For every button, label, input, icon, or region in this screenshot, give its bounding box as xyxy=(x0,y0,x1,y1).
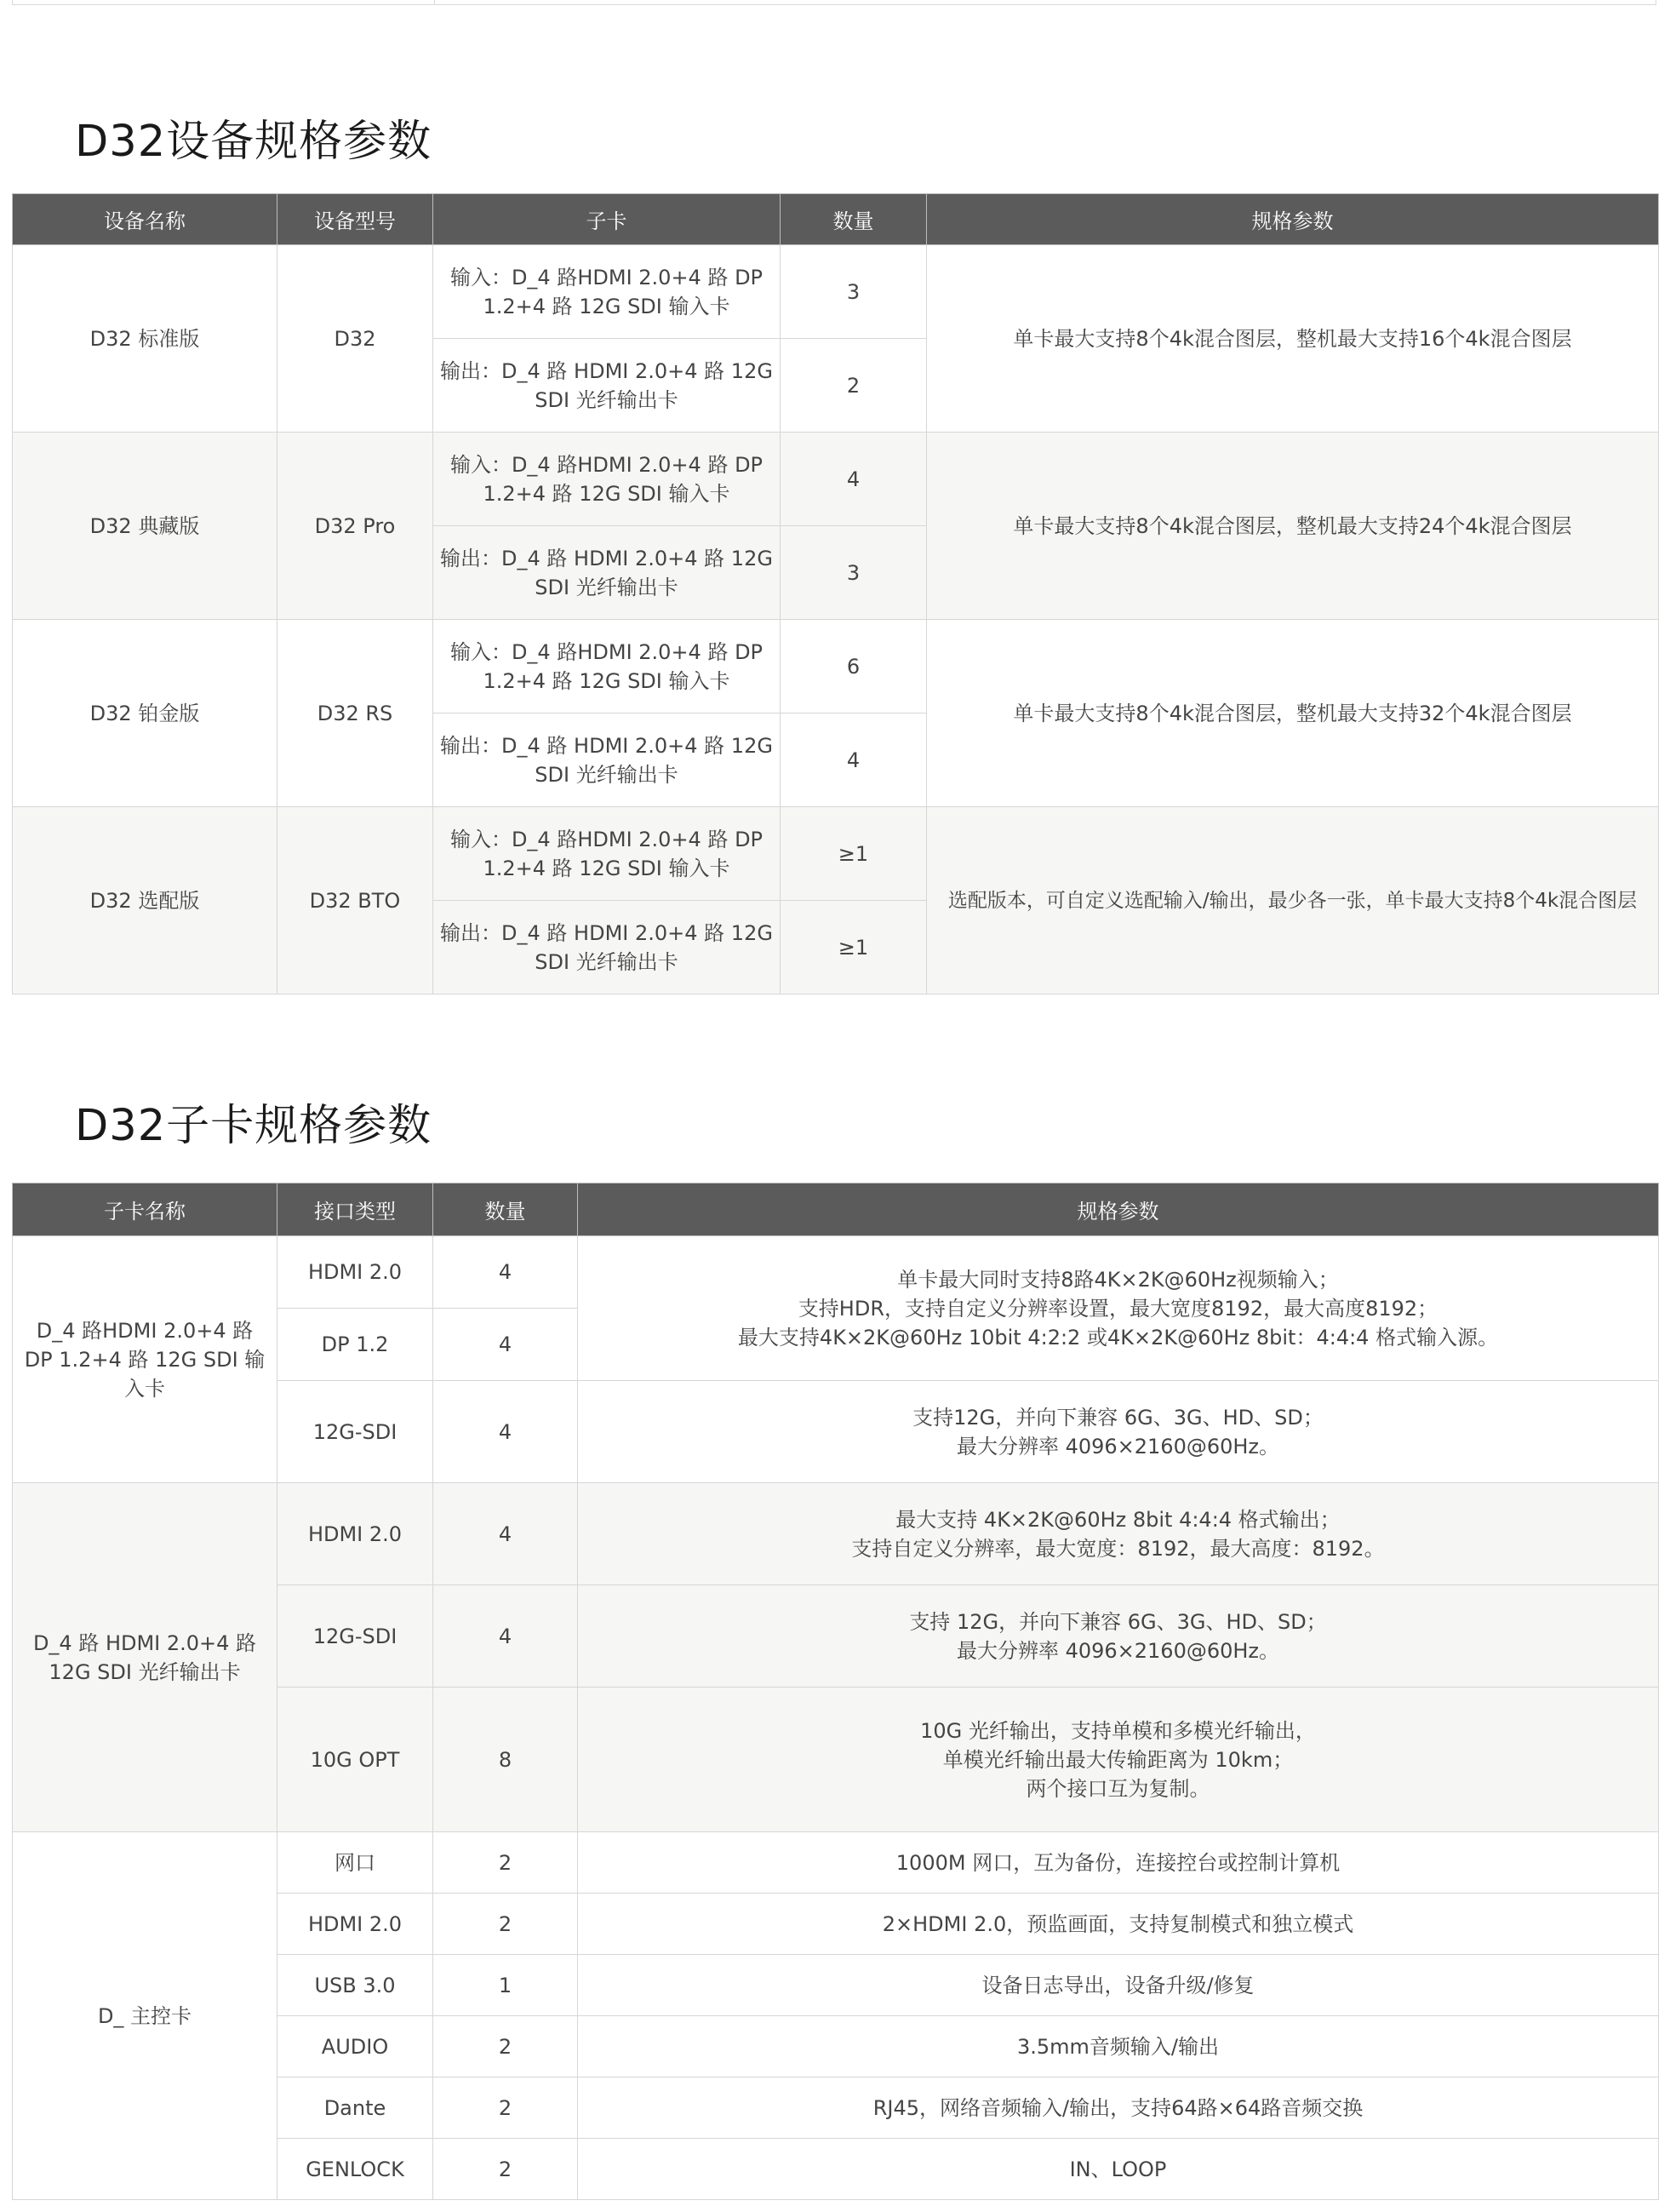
col-header-quantity: 数量 xyxy=(433,1183,578,1236)
sub-card: 输入：D_4 路HDMI 2.0+4 路 DP 1.2+4 路 12G SDI 输入卡 xyxy=(433,245,781,339)
interface-type: USB 3.0 xyxy=(277,1955,433,2016)
quantity: 2 xyxy=(433,2016,578,2077)
col-header-device-name: 设备名称 xyxy=(13,194,277,245)
col-header-interface-type: 接口类型 xyxy=(277,1183,433,1236)
quantity: ≥1 xyxy=(781,807,927,901)
spec: 单卡最大支持8个4k混合图层，整机最大支持32个4k混合图层 xyxy=(927,620,1659,807)
quantity: 3 xyxy=(781,245,927,339)
spec: 3.5mm音频输入/输出 xyxy=(578,2016,1659,2077)
quantity: 4 xyxy=(781,713,927,807)
quantity: 2 xyxy=(433,2077,578,2139)
quantity: 2 xyxy=(781,339,927,433)
quantity: 4 xyxy=(781,433,927,526)
quantity: 2 xyxy=(433,1832,578,1894)
col-header-quantity: 数量 xyxy=(781,194,927,245)
quantity: 4 xyxy=(433,1483,578,1585)
device-spec-table xyxy=(12,193,1659,994)
spec: 设备日志导出，设备升级/修复 xyxy=(578,1955,1659,2016)
sub-card: 输入：D_4 路HDMI 2.0+4 路 DP 1.2+4 路 12G SDI 输入卡 xyxy=(433,807,781,901)
device-model: D32 RS xyxy=(277,620,433,807)
interface-type: HDMI 2.0 xyxy=(277,1483,433,1585)
sub-card: 输出：D_4 路 HDMI 2.0+4 路 12G SDI 光纤输出卡 xyxy=(433,713,781,807)
sub-card-name: D_4 路HDMI 2.0+4 路 DP 1.2+4 路 12G SDI 输入卡 xyxy=(13,1236,277,1483)
spec: 支持 12G，并向下兼容 6G、3G、HD、SD； 最大分辨率 4096×2160@60Hz。 xyxy=(578,1585,1659,1688)
sub-card-spec-table xyxy=(12,1183,1659,2200)
interface-type: GENLOCK xyxy=(277,2139,433,2200)
spec: 单卡最大同时支持8路4K×2K@60Hz视频输入； 支持HDR，支持自定义分辨率设置，最大宽度8192，最大高度8192； 最大支持4K×2K@60Hz 10bit 4:2:2 或4K×2K@60Hz 8bit：4:4:4 格式输入源。 xyxy=(578,1236,1659,1381)
quantity: 2 xyxy=(433,2139,578,2200)
col-header-spec: 规格参数 xyxy=(927,194,1659,245)
table-row xyxy=(13,1832,1659,1894)
col-header-sub-card: 子卡 xyxy=(433,194,781,245)
device-model: D32 BTO xyxy=(277,807,433,994)
interface-type: DP 1.2 xyxy=(277,1309,433,1381)
spec: 支持12G，并向下兼容 6G、3G、HD、SD； 最大分辨率 4096×2160@60Hz。 xyxy=(578,1381,1659,1483)
device-model: D32 xyxy=(277,245,433,433)
sub-card: 输入：D_4 路HDMI 2.0+4 路 DP 1.2+4 路 12G SDI 输入卡 xyxy=(433,433,781,526)
spec: IN、LOOP xyxy=(578,2139,1659,2200)
spec: 选配版本，可自定义选配输入/输出，最少各一张，单卡最大支持8个4k混合图层 xyxy=(927,807,1659,994)
spec: 10G 光纤输出，支持单模和多模光纤输出， 单模光纤输出最大传输距离为 10km； 两个接口互为复制。 xyxy=(578,1688,1659,1832)
interface-type: AUDIO xyxy=(277,2016,433,2077)
spec: 1000M 网口，互为备份，连接控台或控制计算机 xyxy=(578,1832,1659,1894)
spec: 2×HDMI 2.0，预监画面，支持复制模式和独立模式 xyxy=(578,1894,1659,1955)
quantity: 4 xyxy=(433,1236,578,1309)
spec: 单卡最大支持8个4k混合图层，整机最大支持24个4k混合图层 xyxy=(927,433,1659,620)
spec: 最大支持 4K×2K@60Hz 8bit 4:4:4 格式输出； 支持自定义分辨率，最大宽度：8192，最大高度：8192。 xyxy=(578,1483,1659,1585)
interface-type: Dante xyxy=(277,2077,433,2139)
table-row xyxy=(13,807,1659,901)
sub-card: 输出：D_4 路 HDMI 2.0+4 路 12G SDI 光纤输出卡 xyxy=(433,339,781,433)
sub-card-name: D_4 路 HDMI 2.0+4 路 12G SDI 光纤输出卡 xyxy=(13,1483,277,1832)
device-model: D32 Pro xyxy=(277,433,433,620)
table-row xyxy=(13,620,1659,713)
sub-card-spec-title: D32子卡规格参数 xyxy=(75,1101,432,1151)
spec: 单卡最大支持8个4k混合图层，整机最大支持16个4k混合图层 xyxy=(927,245,1659,433)
device-name: D32 选配版 xyxy=(13,807,277,994)
device-name: D32 标准版 xyxy=(13,245,277,433)
quantity: 4 xyxy=(433,1381,578,1483)
interface-type: 12G-SDI xyxy=(277,1585,433,1688)
col-header-device-model: 设备型号 xyxy=(277,194,433,245)
interface-type: HDMI 2.0 xyxy=(277,1894,433,1955)
table-row xyxy=(13,1236,1659,1309)
col-header-spec: 规格参数 xyxy=(578,1183,1659,1236)
interface-type: 网口 xyxy=(277,1832,433,1894)
device-name: D32 铂金版 xyxy=(13,620,277,807)
device-spec-title: D32设备规格参数 xyxy=(75,117,432,167)
interface-type: 10G OPT xyxy=(277,1688,433,1832)
quantity: 6 xyxy=(781,620,927,713)
previous-table-bottom xyxy=(12,0,1656,5)
quantity: 8 xyxy=(433,1688,578,1832)
interface-type: HDMI 2.0 xyxy=(277,1236,433,1309)
quantity: 1 xyxy=(433,1955,578,2016)
sub-card: 输入：D_4 路HDMI 2.0+4 路 DP 1.2+4 路 12G SDI 输入卡 xyxy=(433,620,781,713)
quantity: 4 xyxy=(433,1585,578,1688)
sub-card: 输出：D_4 路 HDMI 2.0+4 路 12G SDI 光纤输出卡 xyxy=(433,526,781,620)
quantity: 3 xyxy=(781,526,927,620)
spec: RJ45，网络音频输入/输出，支持64路×64路音频交换 xyxy=(578,2077,1659,2139)
quantity: 4 xyxy=(433,1309,578,1381)
device-name: D32 典藏版 xyxy=(13,433,277,620)
sub-card: 输出：D_4 路 HDMI 2.0+4 路 12G SDI 光纤输出卡 xyxy=(433,901,781,994)
table-row xyxy=(13,245,1659,339)
quantity: 2 xyxy=(433,1894,578,1955)
quantity: ≥1 xyxy=(781,901,927,994)
table-row xyxy=(13,433,1659,526)
col-header-sub-card-name: 子卡名称 xyxy=(13,1183,277,1236)
table-row xyxy=(13,1483,1659,1585)
sub-card-name: D_ 主控卡 xyxy=(13,1832,277,2200)
interface-type: 12G-SDI xyxy=(277,1381,433,1483)
